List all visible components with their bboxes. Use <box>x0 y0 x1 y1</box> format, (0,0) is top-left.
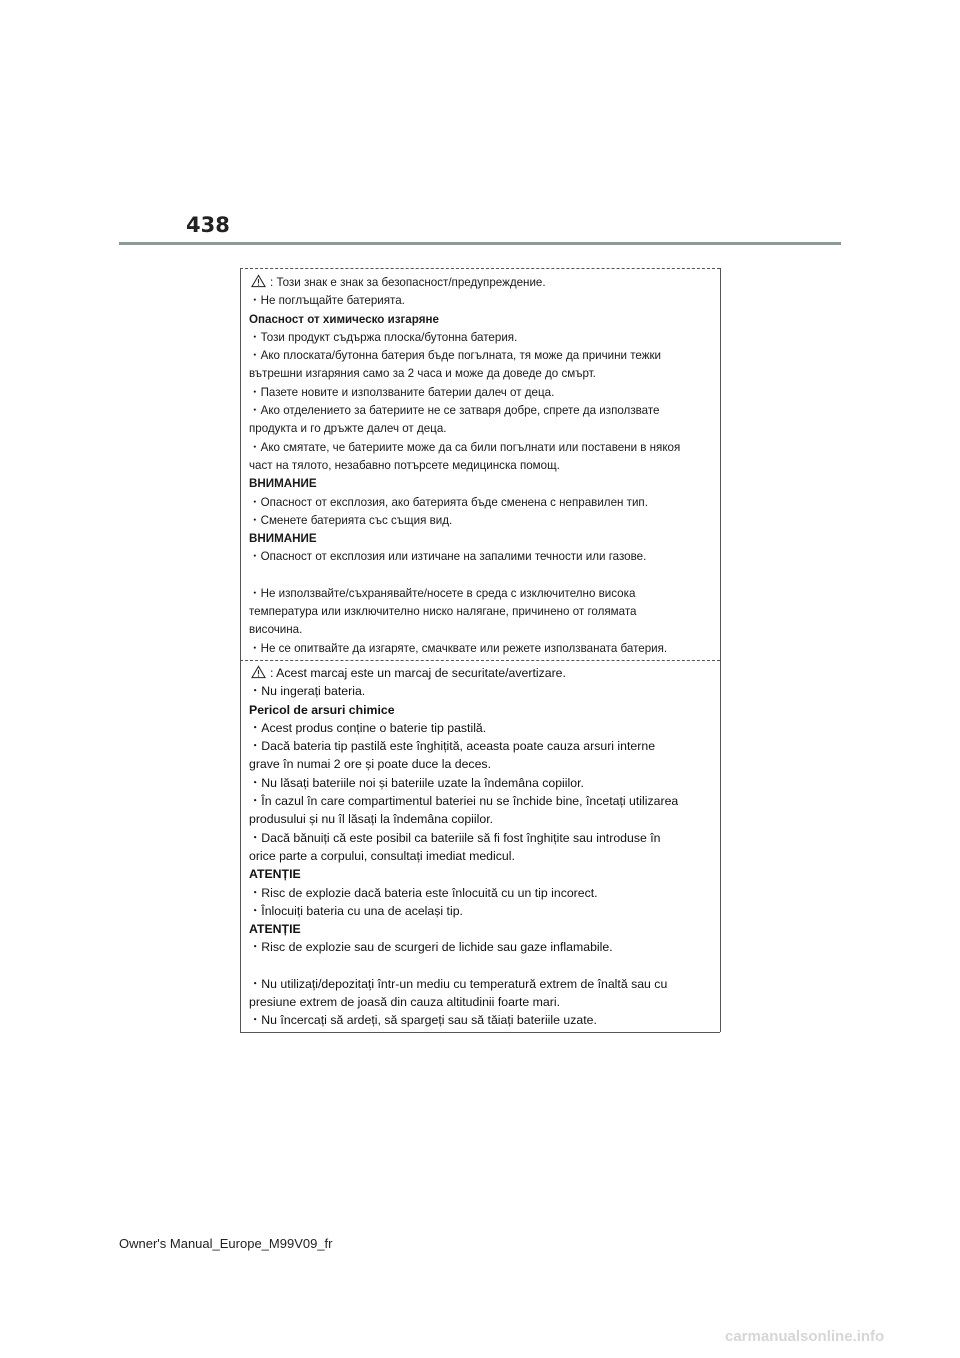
romanian-text-line: ATENȚIE <box>249 867 301 882</box>
bulgarian-text-line: ВНИМАНИЕ <box>249 532 317 546</box>
romanian-text-line: ・Acest produs conține o baterie tip pastilă. <box>249 720 487 735</box>
bulgarian-text-line: ・Опасност от експлозия, ако батерията бъде сменена с неправилен тип. <box>249 495 648 509</box>
footer-document-id: Owner's Manual_Europe_M99V09_fr <box>119 1236 333 1251</box>
bulgarian-text-line: ・Опасност от експлозия или изтичане на запалими течности или газове. <box>249 550 647 564</box>
bulgarian-text-line: ・Не се опитвайте да изгаряте, смачквате или режете използваната батерия. <box>249 641 668 655</box>
bulgarian-text-line: Опасност от химическо изгаряне <box>249 312 439 326</box>
bulgarian-text-line: ・Ако смятате, че батериите може да са били погълнати или поставени в някоя <box>249 440 681 454</box>
romanian-text-line: ・Nu lăsați bateriile noi și bateriile uzate la îndemâna copiilor. <box>249 775 584 790</box>
header-rule <box>119 242 841 245</box>
bulgarian-text-line: ・Не поглъщайте батерията. <box>249 294 405 308</box>
romanian-warning-section <box>249 664 715 1030</box>
bulgarian-text-line: ・Сменете батерията със същия вид. <box>249 513 453 527</box>
romanian-text-line: ATENȚIE <box>249 922 301 937</box>
bulgarian-text-line: продукта и го дръжте далеч от деца. <box>249 422 447 436</box>
bulgarian-symbol-text: : Този знак е знак за безопасност/предупреждение. <box>270 276 546 289</box>
bulgarian-text-line: ・Този продукт съдържа плоска/бутонна батерия. <box>249 330 518 344</box>
romanian-text-line: ・Nu utilizați/depozitați într-un mediu cu temperatură extrem de înaltă sau cu <box>249 976 668 991</box>
romanian-text-line: ・Risc de explozie sau de scurgeri de lichide sau gaze inflamabile. <box>249 940 613 955</box>
romanian-text-line: ・Nu încercați să ardeți, să spargeți sau să tăiați bateriile uzate. <box>249 1013 597 1028</box>
romanian-text-line: orice parte a corpului, consultați imediat medicul. <box>249 848 515 863</box>
bulgarian-warning-section <box>249 274 715 658</box>
romanian-text-line: ・Dacă bănuiți că este posibil ca bateriile să fi fost înghițite sau introduse în <box>249 830 661 845</box>
bulgarian-text-line: ・Не използвайте/съхранявайте/носете в среда с изключително висока <box>249 586 636 600</box>
romanian-symbol-line <box>249 664 715 682</box>
romanian-text-line: ・Dacă bateria tip pastilă este înghițită, aceasta poate cauza arsuri interne <box>249 739 656 754</box>
romanian-text-line: ・În cazul în care compartimentul bateriei nu se închide bine, încetați utilizarea <box>249 794 679 809</box>
romanian-text-line: presiune extrem de joasă din cauza altitudinii foarte mari. <box>249 995 561 1010</box>
bulgarian-symbol-line <box>249 274 715 292</box>
bulgarian-text-line: височина. <box>249 623 303 637</box>
warning-triangle-icon <box>251 274 266 288</box>
romanian-text-line: grave în numai 2 ore și poate duce la deces. <box>249 757 491 772</box>
site-watermark: carmanualsonline.info <box>725 1328 885 1345</box>
romanian-text-line: ・Risc de explozie dacă bateria este înlocuită cu un tip incorect. <box>249 885 598 900</box>
bulgarian-lines <box>249 292 715 658</box>
romanian-text-line: produsului și nu îl lăsați la îndemâna copiilor. <box>249 812 494 827</box>
bulgarian-text-line: част на тялото, незабавно потърсете медицинска помощ. <box>249 458 560 472</box>
bulgarian-text-line: ・Пазете новите и използваните батерии далеч от деца. <box>249 385 555 399</box>
romanian-lines <box>249 682 715 1029</box>
label-section-divider <box>240 660 720 661</box>
bulgarian-text-line: температура или изключително ниско налягане, причинено от голямата <box>249 605 637 619</box>
romanian-text-line: ・Înlocuiți bateria cu una de același tip. <box>249 903 463 918</box>
romanian-symbol-text: : Acest marcaj este un marcaj de securitate/avertizare. <box>270 666 566 680</box>
label-top-border <box>240 268 720 269</box>
page-number: 438 <box>186 213 230 237</box>
bulgarian-text-line: вътрешни изгаряния само за 2 часа и може да доведе до смърт. <box>249 367 596 381</box>
bulgarian-text-line: ・Ако отделението за батериите не се затваря добре, спрете да използвате <box>249 404 660 418</box>
warning-triangle-icon <box>251 665 266 679</box>
bulgarian-text-line: ・Ако плоската/бутонна батерия бъде погълната, тя може да причини тежки <box>249 349 662 363</box>
romanian-text-line: Pericol de arsuri chimice <box>249 702 395 717</box>
label-bottom-border <box>240 1032 720 1033</box>
romanian-text-line: ・Nu ingerați bateria. <box>249 684 366 699</box>
bulgarian-text-line: ВНИМАНИЕ <box>249 477 317 491</box>
